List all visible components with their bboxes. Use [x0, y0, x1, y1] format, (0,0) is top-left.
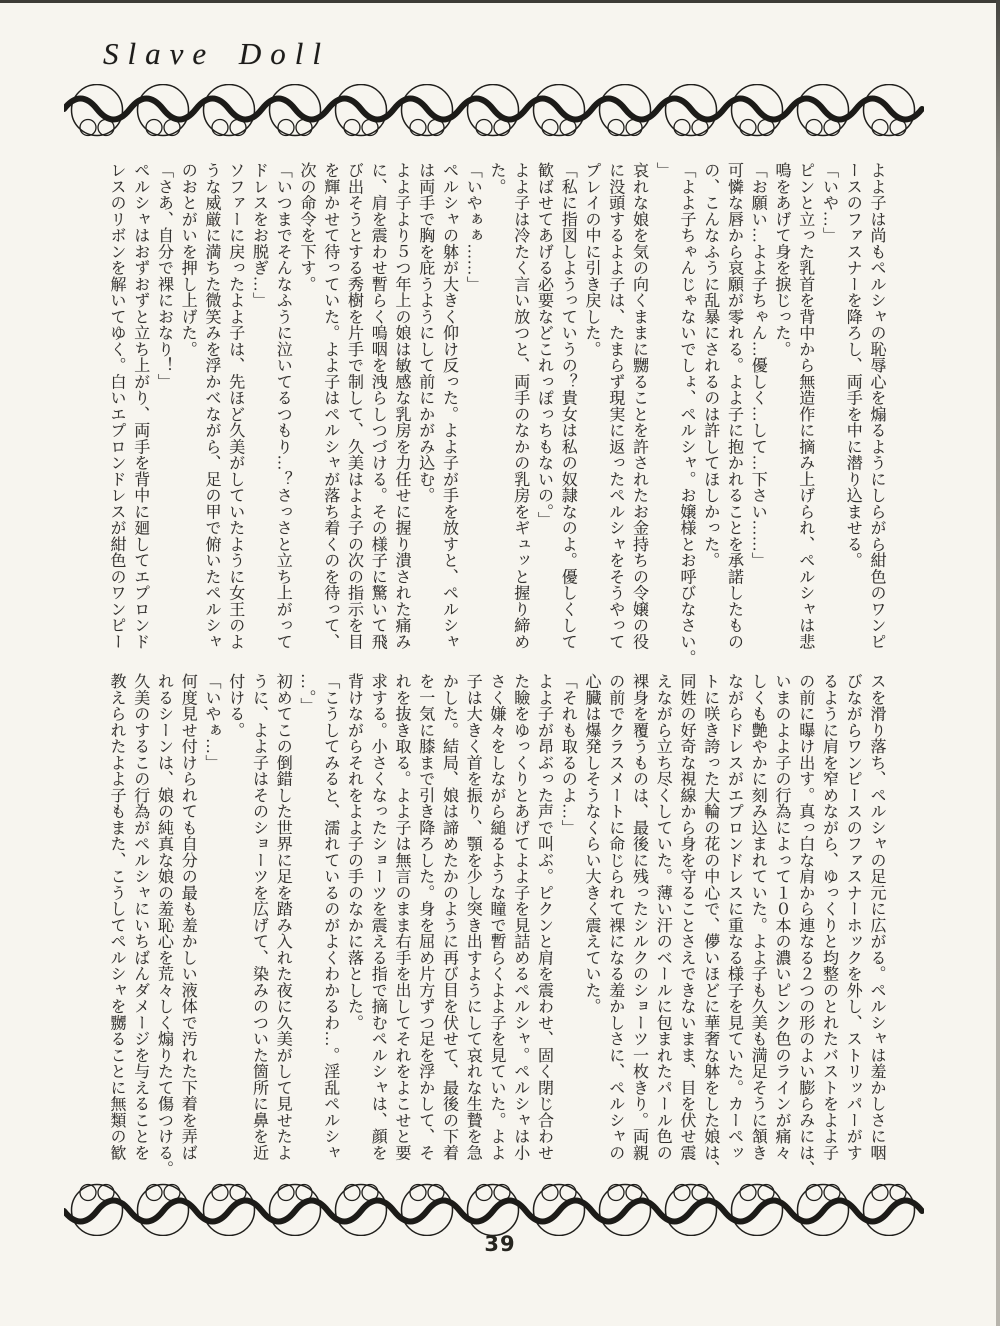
page-number: 39: [484, 1232, 516, 1256]
lower-text-block: [104, 673, 888, 1185]
text-column: びながらワンピースのファスナーホックを外し、ストリッパーがす: [844, 673, 862, 1161]
text-column: の前でクラスメートに命じられて裸になる羞かしさに、ペルシャの: [606, 673, 624, 1161]
swirl-border-bottom-icon: [64, 1180, 924, 1236]
text-column: よよ子が昂ぶった声で叫ぶ。ピクンと肩を震わせ、固く閉じ合わせ: [535, 673, 553, 1161]
text-column: …。」: [298, 673, 315, 714]
text-column: スを滑り落ち、ペルシャの足元に広がる。ペルシャは羞かしさに咽: [868, 673, 885, 1161]
text-column: 「いやぁ…」: [203, 673, 220, 771]
text-column: 哀れな娘を気の向くままに嬲ることを許されたお金持ちの令嬢の役: [630, 162, 648, 650]
text-column: うに、よよ子はそのショーツを広げて、染みのついた箇所に鼻を近: [250, 673, 268, 1161]
text-column: 求する。小さくなったショーツを震える指で摘むペルシャは、顔を: [369, 673, 387, 1161]
text-column: よよ子は冷たく言い放つと、両手のなかの乳房をギュッと握り締め: [511, 162, 529, 650]
text-column: 「私に指図しようっていうの？貴女は私の奴隷なのよ。優しくして: [559, 162, 577, 650]
text-column: ソファーに戻ったよよ子は、先ほど久美がしていたように女王のよ: [226, 162, 244, 650]
text-column: るように肩を窄めながら、ゆっくりと均整のとれたバストをよよ子: [820, 673, 838, 1161]
text-column: の前に曝け出す。真っ白な肩から連なる２つの形のよい膨らみには、: [796, 673, 814, 1177]
text-column: ドレスをお脱ぎ…」: [250, 162, 268, 309]
text-column: れを抜き取る。よよ子は無言のまま右手を出してそれをよこせと要: [393, 673, 410, 1161]
text-column: よよ子より５つ年上の娘は敏感な乳房を力任せに握り潰された痛み: [393, 162, 410, 650]
text-column: ペルシャの躰が大きく仰け反った。よよ子が手を放すと、ペルシャ: [440, 162, 458, 650]
text-column: うな威厳に満ちた微笑みを浮かべながら、足の甲で俯いたペルシャ: [203, 162, 220, 650]
text-column: に没頭するよよ子は、たまらず現実に返ったペルシャをそうやって: [606, 162, 624, 650]
text-column: ペルシャはおずおずと立ち上がり、両手を背中に廻してエプロンド: [131, 162, 149, 650]
swirl-border-top-icon: [64, 84, 924, 140]
text-column: 」: [654, 162, 672, 179]
text-column: 裸身を覆うものは、最後に残ったシルクのショーツ一枚きり。両親: [630, 673, 648, 1161]
text-column: 「お願い…よよ子ちゃん…優しく…して…下さい……」: [749, 162, 767, 569]
text-column: に、肩を震わせ暫らく嗚咽を洩らしつづける。その様子に驚いて飛: [369, 162, 387, 650]
text-column: 歓ばせてあげる必要などこれっぽっちもないの。」: [535, 162, 553, 528]
text-column: れるシーンは、娘の純真な娘の羞恥心を荒々しく煽りたて傷つける。: [155, 673, 173, 1177]
text-column: た瞼をゆっくりとあげてよよ子を見詰めるペルシャ。ペルシャは小: [511, 673, 529, 1161]
text-column: 次の命令を下す。: [298, 162, 315, 292]
text-column: 何度見せ付けられても自分の最も羞かしい液体で汚れた下着を弄ば: [179, 673, 197, 1161]
text-column: 「さあ、自分で裸におなり！」: [155, 162, 173, 390]
text-column: 付ける。: [226, 673, 244, 738]
text-column: 久美のするこの行為がペルシャにいちばんダメージを与えることを: [131, 673, 149, 1161]
text-column: 初めてこの倒錯した世界に足を踏み入れた夜に久美がして見せたよ: [274, 673, 292, 1161]
text-column: を輝かせて待っていた。よよ子はペルシャが落ち着くのを待って、: [321, 162, 339, 650]
text-column: 心臓は爆発しそうなくらい大きく震えていた。: [583, 673, 600, 1015]
text-column: よよ子は尚もペルシャの恥辱心を煽るようにしらがら紺色のワンピ: [868, 162, 885, 650]
text-column: は両手で胸を庇うようにして前にかがみ込む。: [416, 162, 434, 504]
text-column: 「こうしてみると、濡れているのがよくわかるわ…。淫乱ペルシャ: [321, 673, 339, 1161]
text-column: 子は大きく首を振り、顎を少し突き出すようにして哀れな生贄を急: [464, 673, 482, 1161]
text-column: さく嫌々をしながら縋るような瞳で暫らくよよ子を見ていた。よよ: [488, 673, 505, 1161]
text-column: 「いや…」: [820, 162, 838, 244]
text-column: 可憐な唇から哀願が零れる。よよ子に抱かれることを承諾したもの: [725, 162, 743, 650]
scan-edge-top: [0, 0, 1000, 3]
text-column: ースのファスナーを降ろし、両手を中に潜り込ませる。: [844, 162, 862, 569]
upper-text-block: [104, 162, 888, 674]
page-title: Slave Doll: [103, 36, 330, 71]
text-column: ながらドレスがエプロンドレスに重なる様子を見ていた。カーペッ: [725, 673, 743, 1161]
text-column: た。: [488, 162, 505, 195]
text-column: 「いやぁぁ……」: [464, 162, 482, 292]
text-column: のおとがいを押し上げた。: [179, 162, 197, 357]
text-column: を一気に膝まで引き降ろした。身を屈め片方ずつ足を浮かして、そ: [416, 673, 434, 1161]
text-column: の、こんなふうに乱暴にされるのは許してほしかった。: [701, 162, 719, 569]
text-column: えながら立ち尽くしていた。薄い汗のベールに包まれたパール色の: [654, 673, 672, 1161]
text-column: いまのよよ子の行為によって１０本の濃いピンク色のラインが痛々: [773, 673, 790, 1161]
text-column: び出そうとする秀樹を片手で制して、久美はよよ子の次の指示を目: [345, 162, 363, 650]
text-column: 教えられたよよ子もまた、こうしてペルシャを嬲ることに無類の歓: [108, 673, 125, 1161]
scan-edge-right: [996, 0, 1000, 1326]
text-column: 同姓の好奇な視線から身を守ることさえできないまま、目を伏せ震: [678, 673, 695, 1161]
text-column: プレイの中に引き戻した。: [583, 162, 600, 357]
text-column: しくも艶やかに刻み込まれていた。よよ子も久美も満足そうに頷き: [749, 673, 767, 1161]
text-column: 「それも取るのよ…」: [559, 673, 577, 836]
text-column: レスのリボンを解いてゆく。白いエプロンドレスが紺色のワンピー: [108, 162, 125, 650]
text-column: トに咲き誇った大輪の花の中心で、儚いほどに華奢な躰をした娘は、: [701, 673, 719, 1177]
text-column: ピンと立った乳首を背中から無造作に摘み上げられ、ペルシャは悲: [796, 162, 814, 650]
text-column: 「いつまでそんなふうに泣いてるつもり…？さっさと立ち上がって: [274, 162, 292, 650]
text-column: 背けながらそれをよよ子の手のなかに落とした。: [345, 673, 363, 1031]
text-column: 「よよ子ちゃんじゃないでしょ、ペルシャ。お嬢様とお呼びなさい。: [678, 162, 695, 666]
text-column: かした。結局、娘は諦めたかのように再び目を伏せて、最後の下着: [440, 673, 458, 1161]
text-column: 鳴をあげて身を捩じった。: [773, 162, 790, 357]
